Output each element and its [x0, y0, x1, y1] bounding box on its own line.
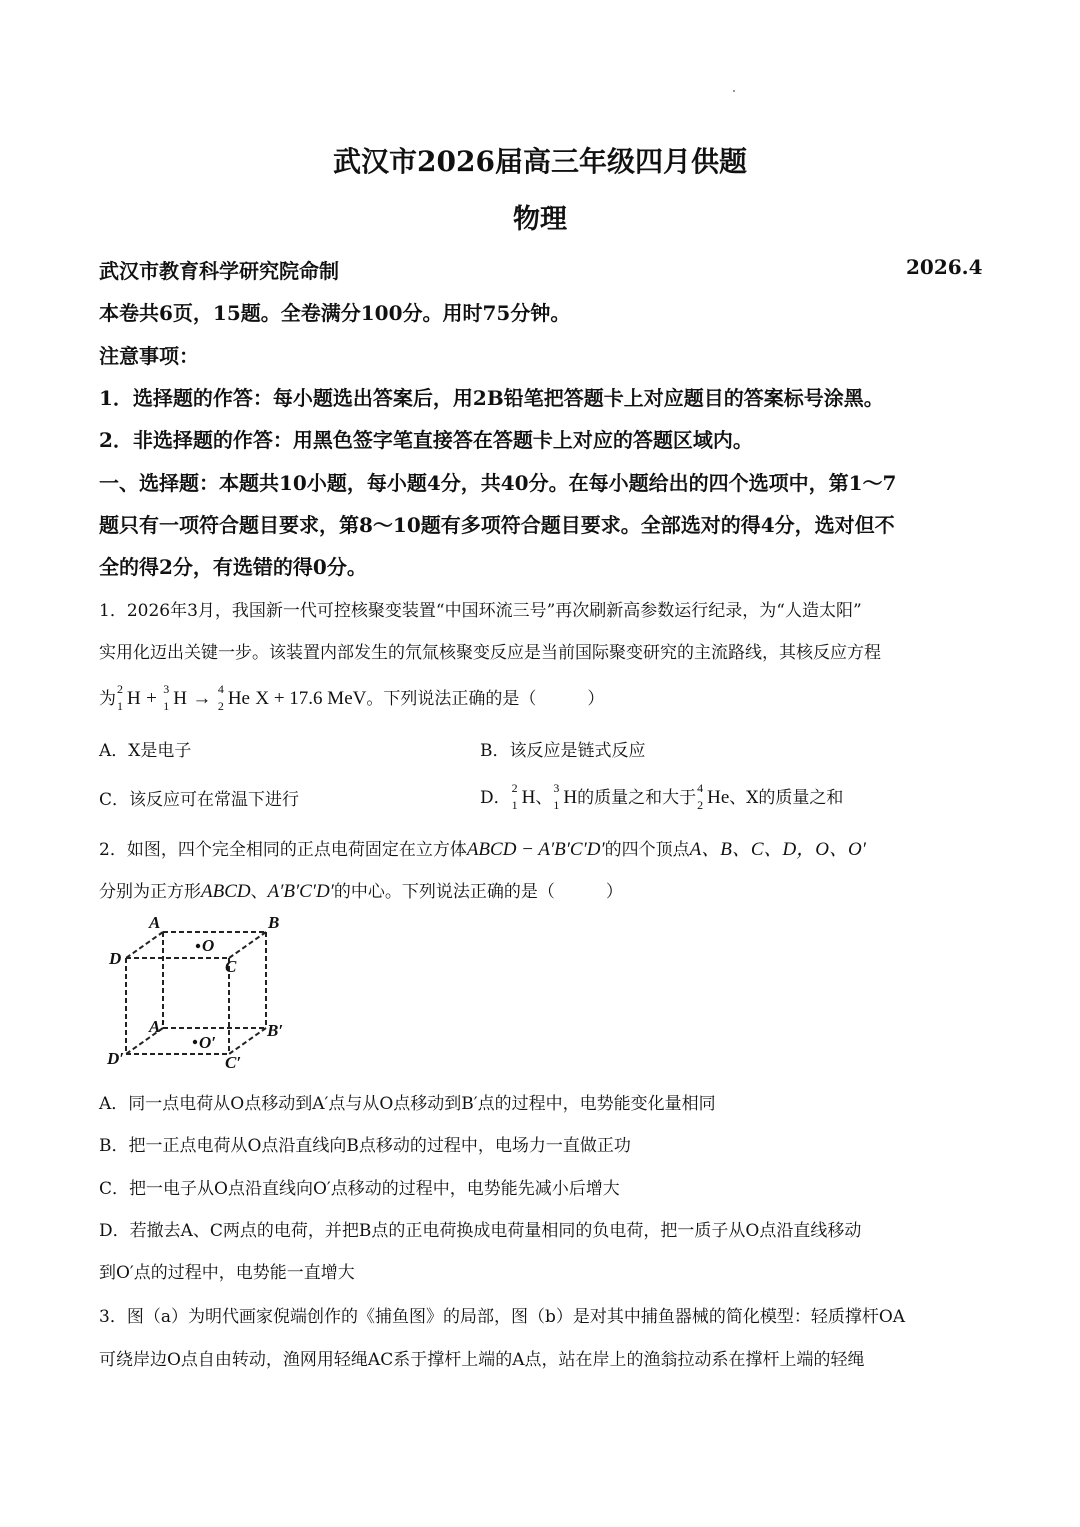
- notice-item-1: 1．选择题的作答：每小题选出答案后，用2B铅笔把答题卡上对应题目的答案标号涂黑。: [99, 386, 884, 410]
- nuclide-helium: 4 2 He: [217, 682, 250, 713]
- vertex-label-d: D: [109, 949, 122, 968]
- section-intro-line-1: 一、选择题：本题共10小题，每小题4分，共40分。在每小题给出的四个选项中，第1～7: [99, 471, 897, 495]
- nuclide-deuterium: 2 1 H: [117, 682, 141, 713]
- vertex-label-c-prime: C′: [225, 1053, 242, 1072]
- q1-equation-line: [99, 682, 605, 713]
- q2-stem-line-1: 2．如图，四个完全相同的正点电荷固定在立方体ABCD − A′B′C′D′的四个顶点A、B、C、D，O、O′: [99, 839, 866, 860]
- q1-option-a: A．X是电子: [99, 741, 192, 761]
- q2-option-c: C．把一电子从O点沿直线向O′点移动的过程中，电势能先减小后增大: [99, 1179, 620, 1199]
- page-title: 武汉市2026届高三年级四月供题: [333, 145, 747, 178]
- q1-eq-prefix: 为: [99, 689, 116, 709]
- q2-option-d-line-2: 到O′点的过程中，电势能一直增大: [99, 1263, 355, 1283]
- q1-option-d: D． 2 1 H、 3 1 H的质量之和大于 4 2 He、X的质量之和: [480, 781, 844, 812]
- exam-date: 2026.4: [906, 255, 983, 279]
- center-label-o: O: [202, 936, 215, 955]
- equation-products: X + 17.6 MeV: [255, 688, 367, 709]
- q1-eq-suffix: 。下列说法正确的是（ ）: [366, 689, 605, 709]
- reaction-arrow: →: [192, 688, 212, 709]
- nuclide-tritium: 3 1 H: [163, 682, 187, 713]
- notice-item-2: 2．非选择题的作答：用黑色签字笔直接答在答题卡上对应的答题区域内。: [99, 428, 753, 452]
- q2-option-d-line-1: D．若撤去A、C两点的电荷，并把B点的正电荷换成电荷量相同的负电荷，把一质子从O点沿直线移动: [99, 1221, 862, 1241]
- issuer: 武汉市教育科学研究院命制: [99, 259, 339, 283]
- vertex-label-b-prime: B′: [267, 1021, 284, 1040]
- vertex-label-a-prime: A′: [149, 1017, 166, 1036]
- section-intro-line-3: 全的得2分，有选错的得0分。: [99, 555, 367, 579]
- vertex-label-a: A: [149, 913, 161, 932]
- vertex-label-d-prime: D′: [107, 1049, 125, 1068]
- cube-figure: [103, 912, 293, 1072]
- q1-option-c: C．该反应可在常温下进行: [99, 790, 300, 810]
- subject-title: 物理: [513, 204, 567, 235]
- vertex-label-b: B: [268, 913, 280, 932]
- exam-summary: 本卷共6页，15题。全卷满分100分。用时75分钟。: [99, 301, 571, 325]
- stray-dot: [733, 90, 735, 92]
- section-intro-line-2: 题只有一项符合题目要求，第8～10题有多项符合题目要求。全部选对的得4分，选对但不: [99, 513, 895, 537]
- q1-option-b: B．该反应是链式反应: [480, 741, 646, 761]
- q1-stem-line-1: 1．2026年3月，我国新一代可控核聚变装置“中国环流三号”再次刷新高参数运行纪录，为“人造太阳”: [99, 601, 862, 621]
- center-label-o-prime: O′: [199, 1033, 217, 1052]
- q1-stem-line-2: 实用化迈出关键一步。该装置内部发生的氘氚核聚变反应是当前国际聚变研究的主流路线，其核反应方程: [99, 643, 881, 663]
- q2-stem-line-2: 分别为正方形ABCD、A′B′C′D′的中心。下列说法正确的是（ ）: [99, 881, 623, 902]
- q2-option-a: A．同一点电荷从O点移动到A′点与从O点移动到B′点的过程中，电势能变化量相同: [99, 1094, 716, 1114]
- notice-title: 注意事项：: [99, 344, 199, 368]
- vertex-label-c: C: [225, 957, 237, 976]
- plus-sign: +: [146, 688, 157, 709]
- q2-option-b: B．把一正点电荷从O点沿直线向B点移动的过程中，电场力一直做正功: [99, 1136, 631, 1156]
- q3-stem-line-1: 3．图（a）为明代画家倪端创作的《捕鱼图》的局部，图（b）是对其中捕鱼器械的简化模型：轻质撑杆OA: [99, 1307, 906, 1327]
- q3-stem-line-2: 可绕岸边O点自由转动，渔网用轻绳AC系于撑杆上端的A点，站在岸上的渔翁拉动系在撑杆上端的轻绳: [99, 1350, 865, 1370]
